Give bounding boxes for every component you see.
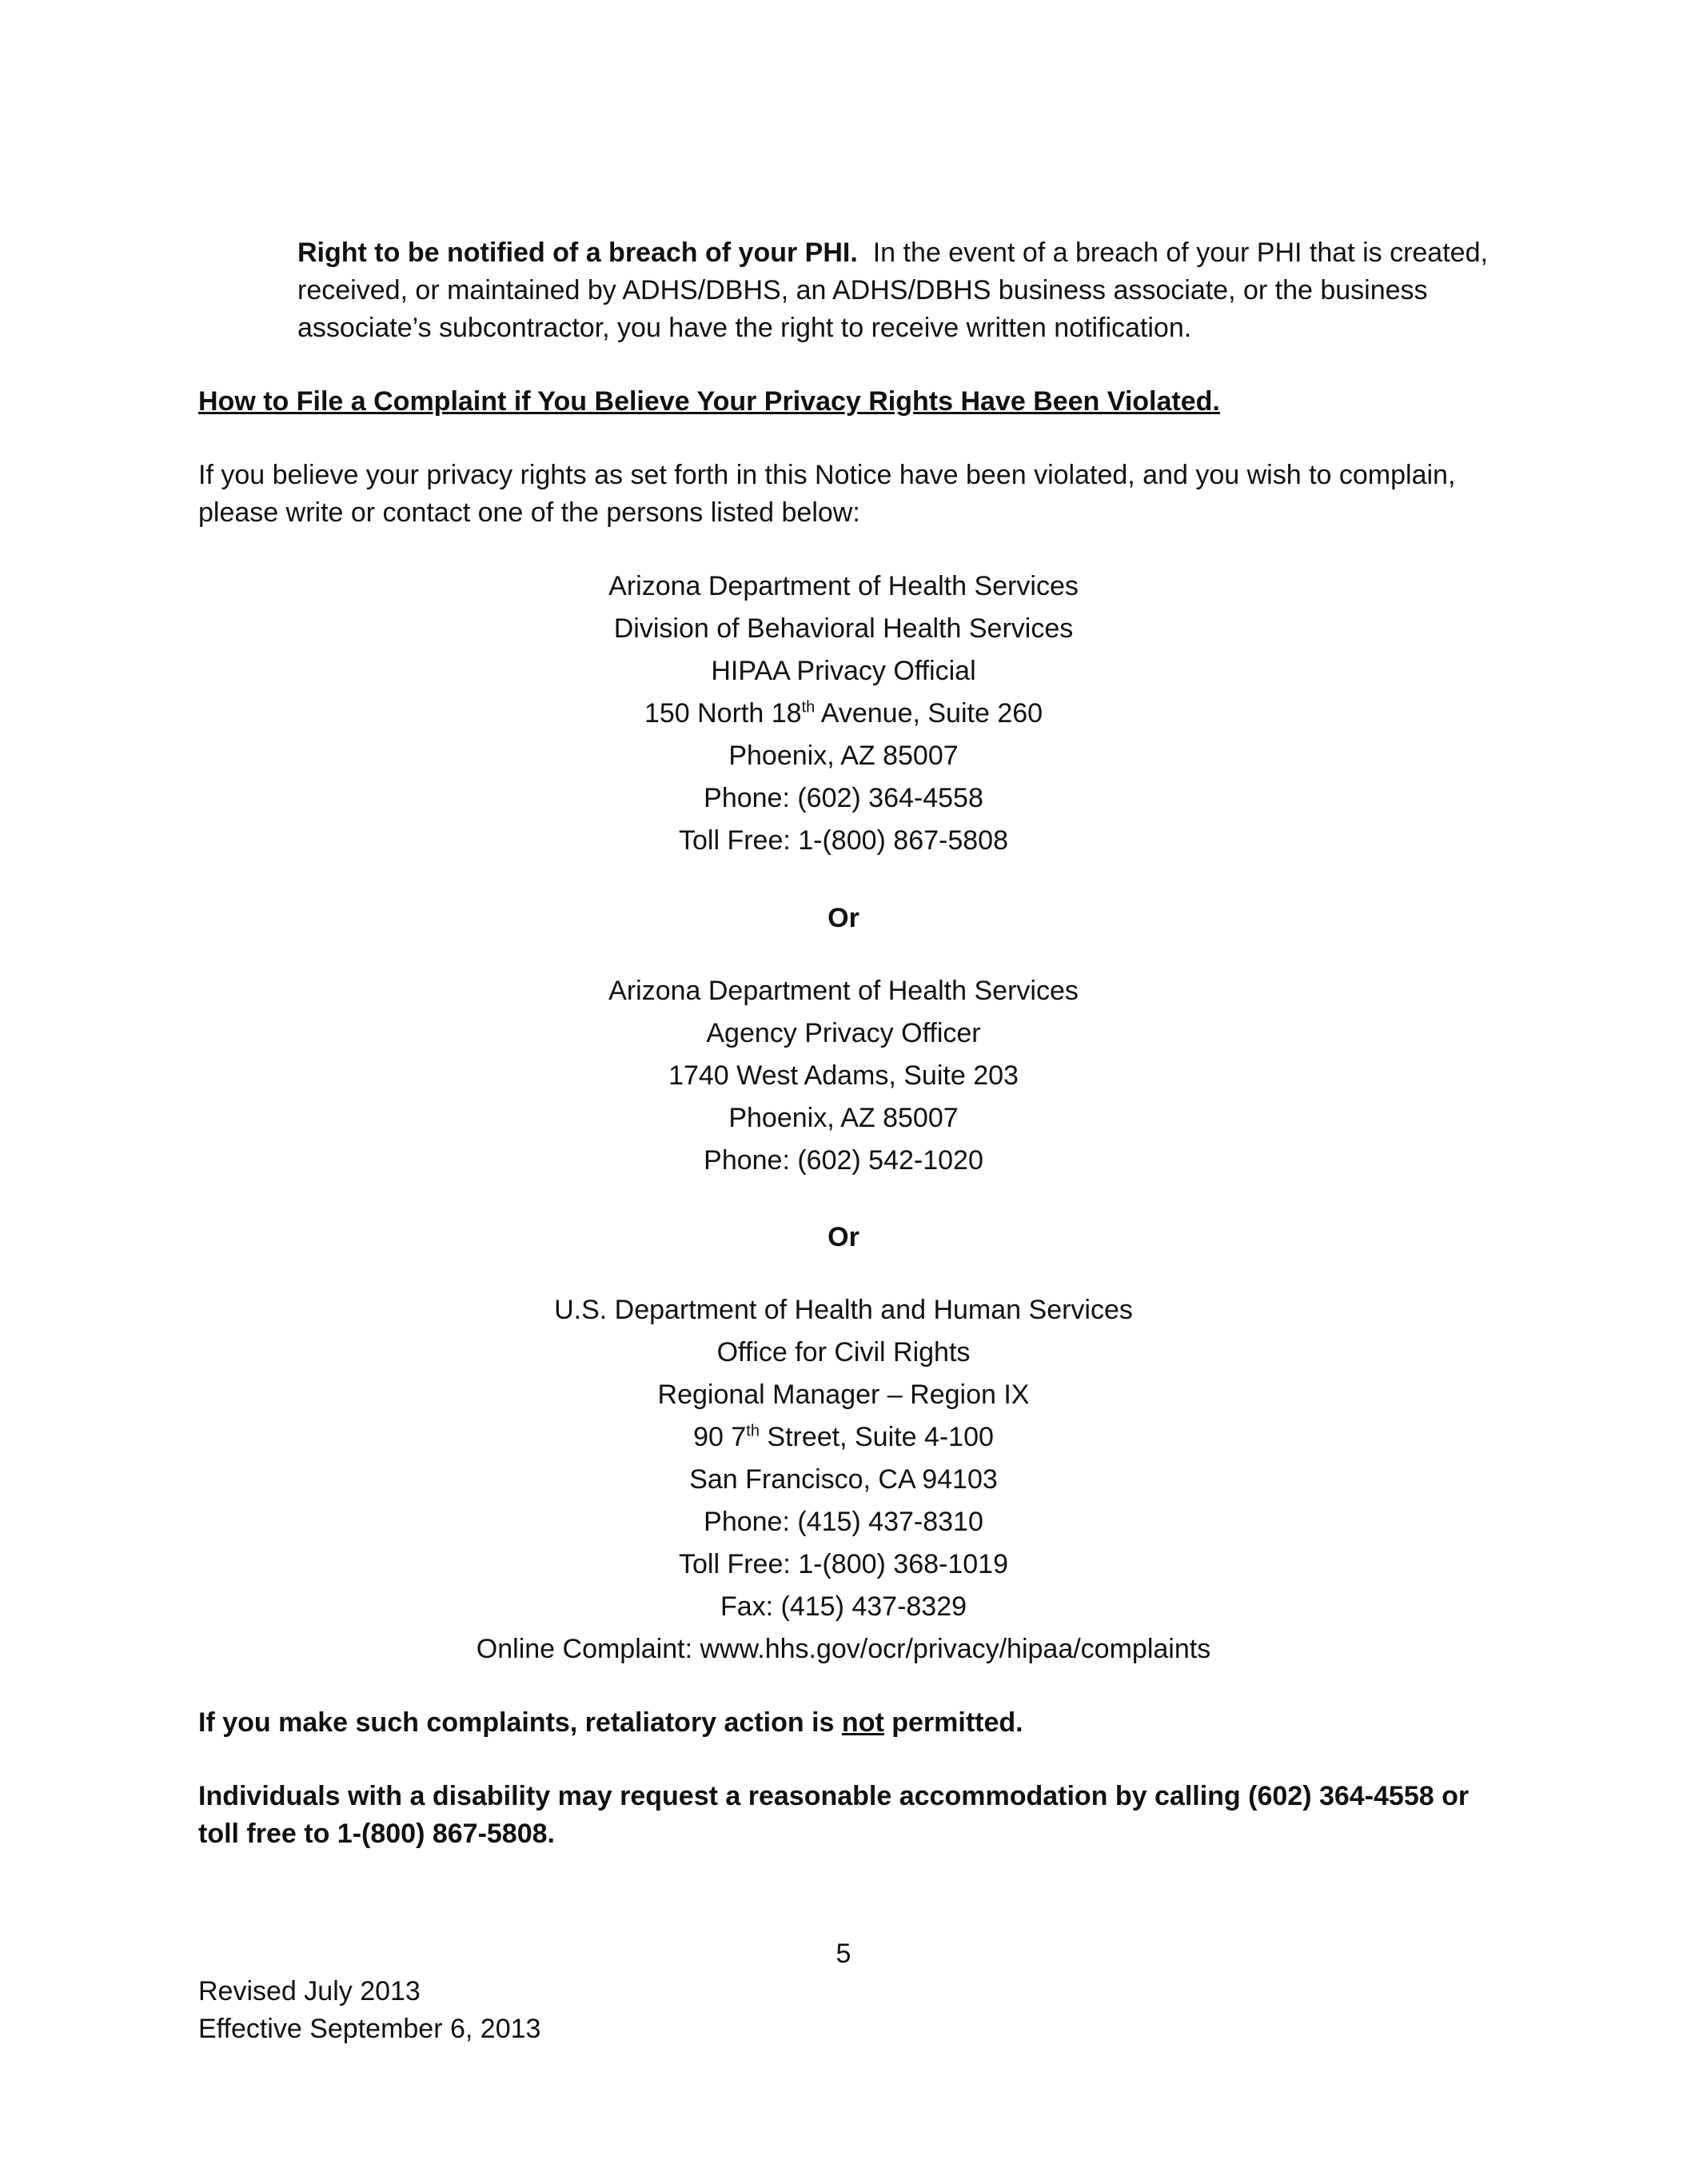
contact-1-org: Arizona Department of Health Services <box>608 571 1079 601</box>
contact-3-fax: Fax: (415) 437-8329 <box>720 1591 967 1622</box>
contact-2-phone: Phone: (602) 542-1020 <box>704 1145 983 1176</box>
contact-2-title: Agency Privacy Officer <box>706 1018 981 1048</box>
contact-block-adhs-agency <box>0 970 1687 1182</box>
page-number: 5 <box>836 1938 851 1969</box>
contact-3-phone: Phone: (415) 437-8310 <box>704 1507 983 1537</box>
contact-2-address: 1740 West Adams, Suite 203 <box>668 1060 1019 1091</box>
contact-2-city: Phoenix, AZ 85007 <box>728 1103 959 1133</box>
contact-3-address: 90 7th Street, Suite 4-100 <box>693 1422 994 1452</box>
breach-title: Right to be notified of a breach of your PHI. <box>297 238 858 268</box>
contact-3-org: U.S. Department of Health and Human Services <box>554 1295 1133 1325</box>
contact-1-city: Phoenix, AZ 85007 <box>728 741 959 771</box>
contact-3-toll-free: Toll Free: 1-(800) 368-1019 <box>678 1549 1008 1579</box>
or-separator-2: Or <box>828 1222 859 1252</box>
retaliation-notice: If you make such complaints, retaliatory action is not permitted. <box>198 1707 1023 1738</box>
contact-3-office: Office for Civil Rights <box>716 1337 971 1367</box>
contact-3-online-complaint: Online Complaint: www.hhs.gov/ocr/privacy/hipaa/complaints <box>476 1634 1211 1664</box>
contact-1-toll-free: Toll Free: 1-(800) 867-5808 <box>678 825 1008 856</box>
retaliation-emphasis: not <box>841 1707 884 1738</box>
contact-1-phone: Phone: (602) 364-4558 <box>704 783 983 813</box>
contact-3-title: Regional Manager – Region IX <box>657 1379 1030 1410</box>
breach-paragraph <box>297 234 1513 347</box>
footer-effective: Effective September 6, 2013 <box>198 2014 541 2044</box>
footer-revised: Revised July 2013 <box>198 1976 421 2006</box>
contact-1-title: HIPAA Privacy Official <box>711 656 976 686</box>
or-separator-1: Or <box>828 903 859 933</box>
complaint-heading: How to File a Complaint if You Believe Your Privacy Rights Have Been Violated. <box>198 386 1220 417</box>
contact-3-city: San Francisco, CA 94103 <box>689 1464 998 1495</box>
contact-1-address: 150 North 18th Avenue, Suite 260 <box>644 698 1043 729</box>
breach-body: In the event of a breach of your PHI that is created, received, or maintained by ADHS/DBHS, an ADHS/DBHS business associate, or the business associate’s subcontractor, you have the right to receive written notification. <box>297 238 1488 343</box>
contact-block-adhs-dbhs <box>0 565 1687 862</box>
footer <box>198 1973 540 2048</box>
disability-notice: Individuals with a disability may request a reasonable accommodation by calling (602) 364-4558 or toll free to 1-(800) 867-5808. <box>198 1781 1470 1849</box>
contact-2-org: Arizona Department of Health Services <box>608 976 1079 1006</box>
contact-block-hhs-ocr <box>0 1289 1687 1671</box>
complaint-intro: If you believe your privacy rights as set forth in this Notice have been violated, and you wish to complain, please write or contact one of the persons listed below: <box>198 460 1456 528</box>
contact-1-division: Division of Behavioral Health Services <box>613 613 1074 644</box>
